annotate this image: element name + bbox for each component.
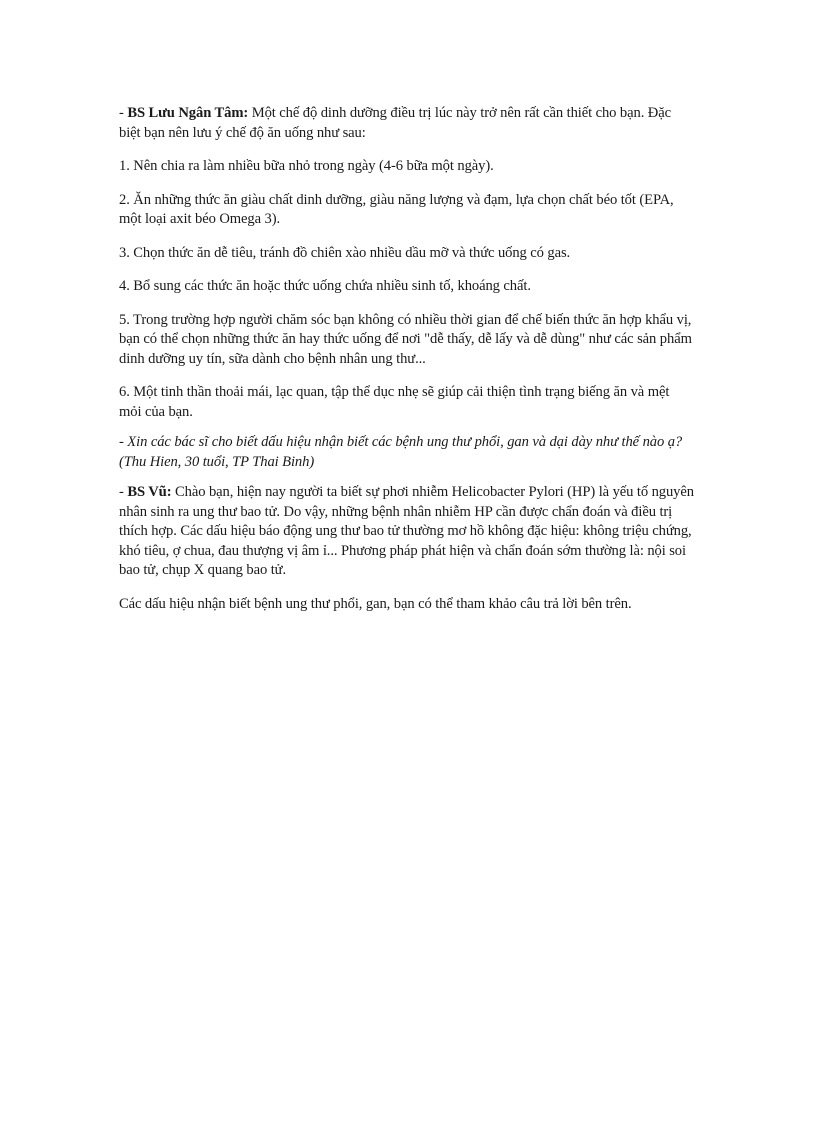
list-item-2: 2. Ăn những thức ăn giàu chất dinh dưỡng, giàu năng lượng và đạm, lựa chọn chất béo tốt (EPA, một loại axit béo Omega 3). <box>119 191 674 227</box>
list-item-6: 6. Một tinh thần thoải mái, lạc quan, tập thể dục nhẹ sẽ giúp cải thiện tình trạng biếng ăn và mệt mỏi của bạn. <box>119 384 670 420</box>
speaker-name-1: BS Lưu Ngân Tâm: <box>127 105 249 121</box>
answer-1-text: Một chế độ dinh dưỡng điều trị lúc này trở nên rất cần thiết cho bạn. Đặc biệt bạn nên lưu ý chế độ ăn uống như sau: <box>119 105 671 141</box>
document-page <box>119 104 695 628</box>
list-item-4: 4. Bổ sung các thức ăn hoặc thức uống chứa nhiều sinh tố, khoáng chất. <box>119 278 531 294</box>
list-item-3: 3. Chọn thức ăn dễ tiêu, tránh đồ chiên xào nhiều dầu mỡ và thức uống có gas. <box>119 244 571 261</box>
answer-1-prefix: - <box>119 105 128 121</box>
list-item-5: 5. Trong trường hợp người chăm sóc bạn không có nhiều thời gian để chế biến thức ăn hợp khẩu vị, bạn có thể chọn những thức ăn hay thức uống để nơi "dễ thấy, dễ lấy và dễ dùng" như các sản phẩm dinh dưỡng uy tín, sữa dành cho bệnh nhân ung thư... <box>119 311 692 367</box>
closing-paragraph: Các dấu hiệu nhận biết bệnh ung thư phổi, gan, bạn có thể tham khảo câu trả lời bên trên. <box>119 595 632 612</box>
answer-paragraph-1 <box>119 104 695 143</box>
speaker-name-2: BS Vũ: <box>127 484 172 500</box>
answer-2-text: Chào bạn, hiện nay người ta biết sự phơi nhiễm Helicobacter Pylori (HP) là yếu tố nguyên nhân sinh ra ung thư bao tử. Do vậy, những bệnh nhân nhiễm HP cần được chẩn đoán và điều trị thích hợp. Các dấu hiệu báo động ung thư bao tử thường mơ hồ không đặc hiệu: không triệu chứng, khó tiêu, ợ chua, đau thượng vị âm ỉ... Phương pháp phát hiện và chẩn đoán sớm thường là: nội soi bao tử, chụp X quang bao tử. <box>119 484 694 578</box>
answer-paragraph-2 <box>119 483 695 581</box>
list-item-1: 1. Nên chia ra làm nhiều bữa nhỏ trong ngày (4-6 bữa một ngày). <box>119 158 494 174</box>
reader-question: - Xin các bác sĩ cho biết dấu hiệu nhận biết các bệnh ung thư phổi, gan và dại dày như thế nào ạ? (Thu Hien, 30 tuổi, TP Thai Binh) <box>119 434 683 470</box>
answer-2-prefix: - <box>119 484 128 500</box>
